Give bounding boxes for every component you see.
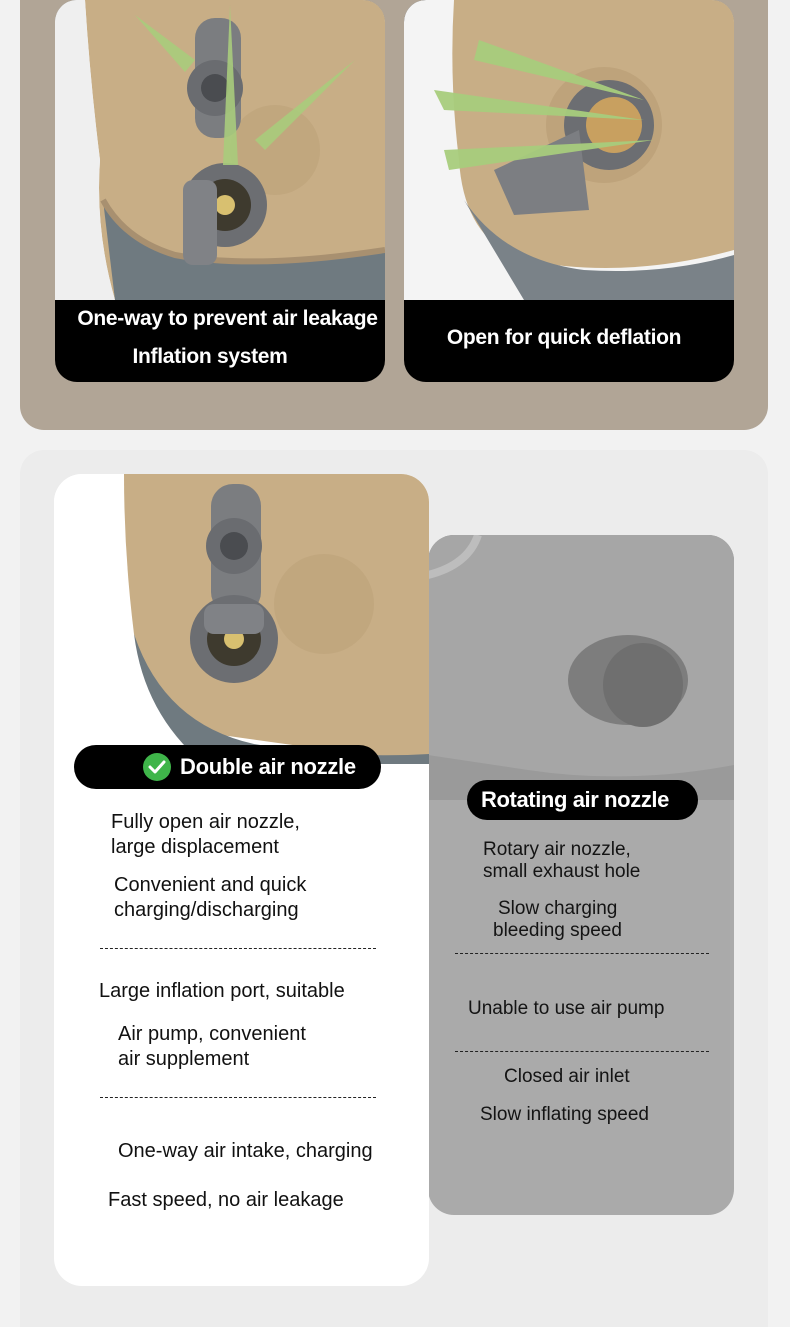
deflation-caption xyxy=(404,300,734,382)
double-point-1-line-2: large displacement xyxy=(111,836,279,858)
double-nozzle-title: Double air nozzle xyxy=(180,754,356,779)
rotating-point-4-line-1: Closed air inlet xyxy=(504,1066,630,1087)
inflation-valve-photo xyxy=(55,0,385,300)
double-point-1-line-1: Fully open air nozzle, xyxy=(111,811,300,833)
rotating-point-2-line-2: bleeding speed xyxy=(493,920,622,941)
double-divider-1 xyxy=(100,948,376,949)
caption-line-2: Inflation system xyxy=(132,345,288,368)
rotating-point-1-line-1: Rotary air nozzle, xyxy=(483,839,631,860)
caption-line-1: One-way to prevent air leakage xyxy=(77,307,378,330)
double-point-2-line-1: Convenient and quick xyxy=(114,874,307,896)
rotating-point-3: Unable to use air pump xyxy=(468,998,665,1019)
check-circle-icon xyxy=(143,753,171,781)
double-point-4-line-1: One-way air intake, charging xyxy=(118,1140,373,1162)
double-nozzle-photo xyxy=(54,474,429,774)
double-point-4-line-2: Fast speed, no air leakage xyxy=(108,1189,344,1211)
rotating-point-4-line-2: Slow inflating speed xyxy=(480,1104,649,1125)
rotating-point-1-line-2: small exhaust hole xyxy=(483,861,641,882)
double-point-3-line-3: air supplement xyxy=(118,1048,250,1070)
double-divider-2 xyxy=(100,1097,376,1098)
rotating-point-2-line-1: Slow charging xyxy=(498,898,618,919)
double-nozzle-title-pill xyxy=(74,745,381,789)
double-point-2-line-2: charging/discharging xyxy=(114,899,299,921)
inflation-caption xyxy=(55,300,385,382)
double-point-3-line-1: Large inflation port, suitable xyxy=(99,980,345,1002)
deflation-card xyxy=(404,0,734,382)
rotating-nozzle-title-pill xyxy=(467,780,698,820)
inflation-system-card xyxy=(55,0,385,382)
rotating-divider-2 xyxy=(455,1051,709,1052)
rotating-nozzle-photo xyxy=(428,535,734,800)
double-point-3-line-2: Air pump, convenient xyxy=(118,1023,306,1045)
rotating-nozzle-title: Rotating air nozzle xyxy=(481,787,669,812)
deflation-valve-photo xyxy=(404,0,734,300)
caption-text: Open for quick deflation xyxy=(446,326,682,349)
rotating-divider-1 xyxy=(455,953,709,954)
